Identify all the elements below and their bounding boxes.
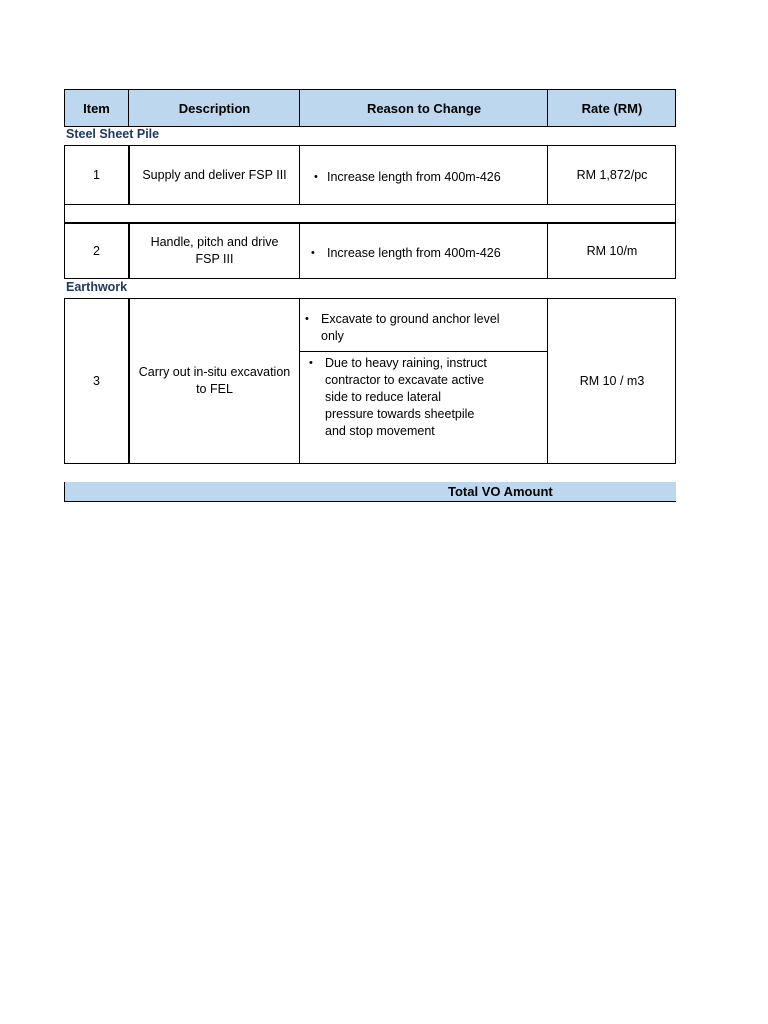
total-vo-label: Total VO Amount xyxy=(448,484,553,499)
grid-line xyxy=(675,298,676,464)
row-3-rate: RM 10 / m3 xyxy=(579,373,645,388)
section-title-earthwork: Earthwork xyxy=(66,280,128,294)
grid-line xyxy=(128,89,129,127)
grid-line xyxy=(64,278,676,279)
section-title-steel-sheet-pile: Steel Sheet Pile xyxy=(66,127,160,141)
reason-text: Excavate to ground anchor level only xyxy=(321,312,500,343)
grid-line xyxy=(128,223,130,279)
row-1-reason-1 xyxy=(314,169,539,186)
grid-line xyxy=(675,89,676,127)
bullet-glyph: • xyxy=(314,171,318,183)
row-3-item: 3 xyxy=(93,373,100,388)
grid-line xyxy=(299,145,300,205)
bullet-glyph: • xyxy=(309,357,313,369)
grid-line xyxy=(64,89,676,90)
row-1-rate: RM 1,872/pc xyxy=(576,167,648,182)
row-3-reason-1 xyxy=(305,311,505,345)
bullet-glyph: • xyxy=(311,247,315,259)
header-description: Description xyxy=(129,89,300,127)
row-2-rate: RM 10/m xyxy=(586,243,638,258)
grid-line xyxy=(64,222,676,224)
grid-line xyxy=(64,501,676,502)
grid-line xyxy=(128,145,130,205)
reason-text: Increase length from 400m-426 xyxy=(327,170,501,184)
grid-line xyxy=(299,223,300,279)
grid-line xyxy=(128,298,130,464)
grid-line xyxy=(64,145,65,205)
row-2-description: Handle, pitch and drive FSP III xyxy=(150,235,279,266)
grid-line xyxy=(64,89,65,127)
reason-text: Increase length from 400m-426 xyxy=(327,246,501,260)
grid-line xyxy=(64,204,676,205)
row-2-reason-1 xyxy=(311,245,539,262)
row-1-item: 1 xyxy=(93,167,100,182)
grid-line xyxy=(64,145,676,146)
row-3-reason-2 xyxy=(309,355,489,440)
grid-line xyxy=(547,298,548,464)
grid-line xyxy=(299,89,300,127)
row-2-item: 2 xyxy=(93,243,100,258)
total-vo-bar xyxy=(64,482,676,501)
grid-line xyxy=(64,204,65,223)
grid-line xyxy=(547,223,548,279)
grid-line xyxy=(547,89,548,127)
row-1-description: Supply and deliver FSP III xyxy=(142,167,287,182)
header-item: Item xyxy=(64,89,129,127)
grid-line xyxy=(64,463,676,464)
grid-line xyxy=(64,298,676,299)
grid-line xyxy=(64,298,65,464)
grid-line xyxy=(64,482,65,501)
grid-line xyxy=(299,298,300,464)
header-reason: Reason to Change xyxy=(300,89,548,127)
grid-line xyxy=(64,223,65,279)
grid-line xyxy=(547,145,548,205)
grid-line xyxy=(675,204,676,223)
row-3-description: Carry out in-situ excavation to FEL xyxy=(138,365,291,396)
grid-line xyxy=(300,351,547,352)
grid-line xyxy=(64,126,676,127)
grid-line xyxy=(675,145,676,205)
bullet-glyph: • xyxy=(305,313,309,325)
header-rate: Rate (RM) xyxy=(548,89,676,127)
grid-line xyxy=(675,223,676,279)
reason-text: Due to heavy raining, instruct contractor to excavate active side to reduce lateral pressure towards sheetpile and stop movement xyxy=(325,356,487,438)
